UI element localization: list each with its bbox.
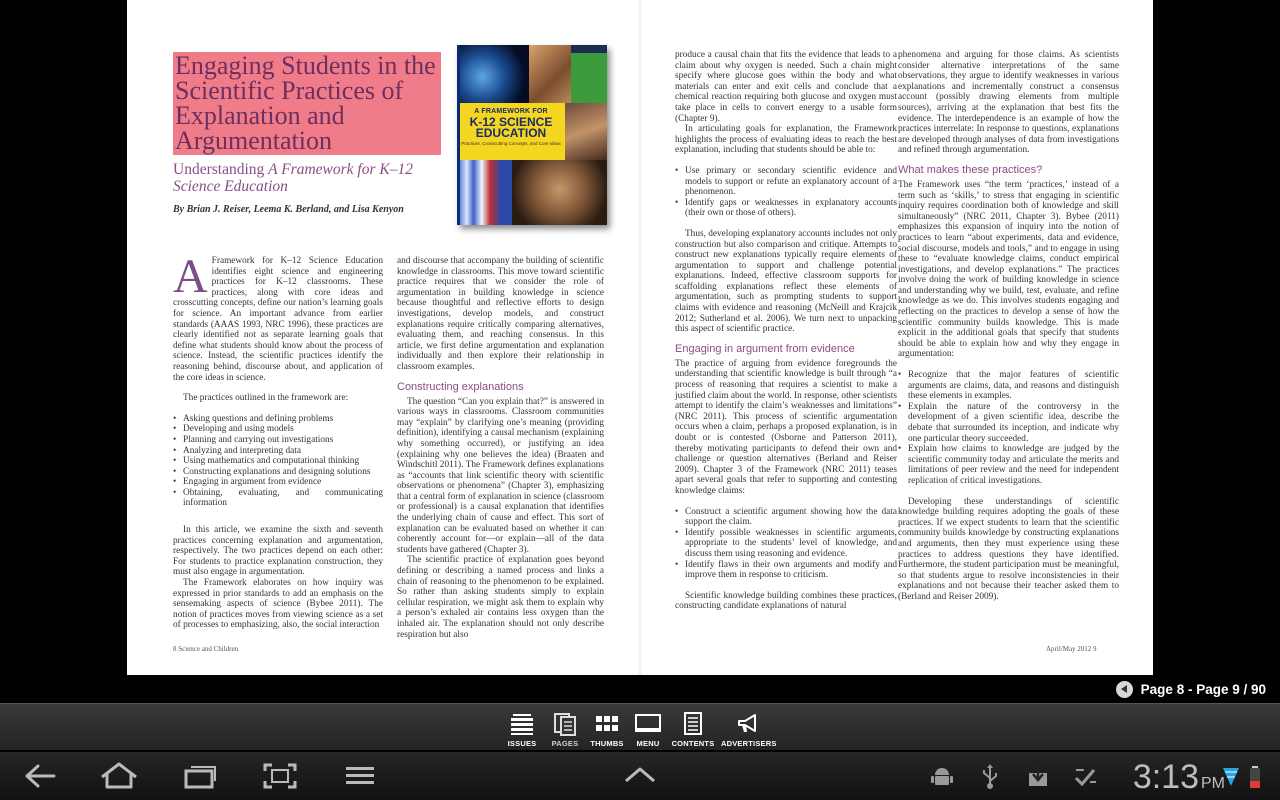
- recent-apps-button[interactable]: [182, 761, 218, 796]
- left-page: [127, 0, 640, 675]
- title-highlight: [173, 52, 441, 155]
- stack-icon: [509, 711, 535, 737]
- pages-icon: [552, 711, 578, 737]
- cover-top-text: A FRAMEWORK FOR: [474, 108, 548, 115]
- left-column-1: [173, 250, 383, 631]
- body-paragraph: produce a causal chain that fits the evidence that leads to a claim about why oxygen is needed. Such a chain might specify where glucose goes within the body and what materials can enter and exit cells and conclude that a chemical reaction requiring both glucose and oxygen must take place in cells to convert energy to a usable form (Chapter 9).: [675, 50, 897, 124]
- subtitle-lead: Understanding: [173, 161, 269, 178]
- list-item: • Asking questions and defining problems: [173, 414, 383, 425]
- battery-icon: [1249, 766, 1261, 793]
- list-item: • Explain the nature of the controversy in the development of a given scientific idea, describe the debate that surrounded its inception, and indicate why one particular theory succeeded.: [898, 402, 1119, 444]
- body-paragraph: Developing these understandings of scientific knowledge building requires adopting the goals of these practices. If we expect students to learn that the scientific community builds knowledge by constructing explanations and arguments, then they must experience using these practices to address questions they have identified. Furthermore, the student participation must be meaningful, so that students argue to resolve inconsistencies in their explanations and not because their teacher asked them to (Berland and Reiser 2009).: [898, 496, 1119, 602]
- subtitle-italic: A Framework for K–12 Science Education: [173, 161, 413, 195]
- previous-page-icon[interactable]: [1116, 681, 1133, 698]
- body-paragraph: In articulating goals for explanation, the Framework highlights the process of evaluating ideas to reach the best explanation, including that students should be able to:: [675, 124, 897, 156]
- list-item: • Obtaining, evaluating, and communicating information: [173, 488, 383, 509]
- monitor-icon: [634, 711, 662, 737]
- list-item: • Analyzing and interpreting data: [173, 446, 383, 457]
- pages-label: PAGES: [551, 739, 579, 748]
- list-item: • Engaging in argument from evidence: [173, 477, 383, 488]
- usb-icon: [980, 764, 1000, 795]
- body-paragraph: In this article, we examine the sixth and seventh practices concerning explanation and argumentation, respectively. The two practices depend on each other: For students to practice explanation construction, they must also engage in argumentation.: [173, 525, 383, 578]
- byline: By Brian J. Reiser, Leema K. Berland, and Lisa Kenyon: [173, 204, 404, 215]
- test-tubes-photo: [457, 160, 512, 225]
- body-paragraph: The practice of arguing from evidence foregrounds the understanding that scientific knowledge is built through “a process of reasoning that requires a scientist to make a justified claim about the world. In response, other scientists attempt to identify the claim’s weaknesses and limitations” (NRC 2011). This process of scientific argumentation occurs when a claim, perhaps a proposed explanation, is in doubt or is contested (Osborne and Patterson 2011), thereby motivating participants to defend their own and challenge or question alternatives (Berland and Reiser 2009). Chapter 3 of the Framework (NRC 2011) teases apart several goals that refer to supporting and contesting knowledge claims:: [675, 358, 897, 496]
- right-column-1: [675, 50, 897, 612]
- body-paragraph: phenomena and arguing for those claims. As scientists consider alternative interpretations of the same observations, they argue to identify weaknesses in various explanations and incrementally construct a consensus account (possibly drawing elements from multiple sources), arriving at the explanation that best fits the evidence. The interdependence is an example of how the practices interrelate: In response to questions, explanations are developed through analyses of data from investigations and refined through argumentation.: [898, 50, 1119, 156]
- megaphone-icon: [735, 711, 761, 737]
- drop-cap: A: [173, 250, 208, 303]
- article-title: Engaging Students in the Scientific Practices of Explanation and Argumentation: [175, 51, 436, 155]
- framework-cover-image: [457, 45, 607, 225]
- up-chevron-icon: [622, 765, 658, 785]
- menu-soft-button[interactable]: [344, 761, 376, 796]
- list-item: • Recognize that the major features of scientific arguments are claims, data, and reasons and distinguish these elements in examples.: [898, 370, 1119, 402]
- children-photo: [529, 45, 571, 103]
- practices-list: [173, 414, 383, 509]
- list-item: • Construct a scientific argument showing how the data support the claim.: [675, 507, 897, 528]
- green-tile: [571, 53, 607, 103]
- body-paragraph: The question “Can you explain that?” is answered in various ways in classrooms. Classroom communities may “explain” by clarifying one’s meaning (providing definition), identifying a causal mechanism (explaining why something occurred), or justifying an idea (explaining why one believes the idea) (Braaten and Windschitl 2011). The Framework defines explanations as “accounts that link scientific theory with scientific observations or phenomena” (Chapter 3), emphasizing that a central form of explanation in science (classroom or professional) is a causal explanation that identifies the underlying chain of cause and effect. This sort of explanation can be evaluated based on whether it can coherently account for—or explain—all of the data students have gathered (Chapter 3).: [397, 396, 604, 555]
- magazine-spread[interactable]: [127, 0, 1153, 675]
- page-folio-right: April/May 2012 9: [1046, 645, 1097, 653]
- body-paragraph: The Framework elaborates on how inquiry was expressed in prior standards to add an emphasis on the sensemaking aspects of science (Bybee 2011). The notion of practices moves from viewing science as a set of processes to emphasizing, also, the social interaction: [173, 578, 383, 631]
- list-item: • Using mathematics and computational thinking: [173, 456, 383, 467]
- article-subtitle: [173, 161, 433, 195]
- explanation-goals-list: [675, 166, 897, 219]
- intro-paragraph: Framework for K–12 Science Education identifies eight science and engineering practices for K–12 classrooms. These practices, along with core ideas and crosscutting concepts, define our nation’s learning goals for science. An important advance from earlier standards (AAAS 1993, NRC 1996), these practices are clearly identified not as separate learning goals that define what students should know about the process of science. Instead, the scientific practices identify the reasoning behind, discourse about, and application of the core ideas in science.: [173, 256, 383, 383]
- advertisers-button[interactable]: [721, 708, 775, 750]
- left-column-2: [397, 256, 604, 640]
- page-folio-left: 8 Science and Children: [173, 645, 239, 653]
- student-photo: [565, 103, 607, 160]
- screenshot-icon: [262, 761, 298, 791]
- contents-label: CONTENTS: [671, 739, 715, 748]
- page-indicator-text: Page 8 - Page 9 / 90: [1140, 682, 1266, 697]
- issues-label: ISSUES: [507, 739, 537, 748]
- hands-photo: [512, 160, 607, 225]
- wifi-icon: [1222, 766, 1240, 793]
- practice-goals-list: [898, 370, 1119, 487]
- list-item: • Explain how claims to knowledge are judged by the scientific community today and articulate the merits and limitations of peer review and the need for independent replication of critical investigations.: [898, 444, 1119, 486]
- page-indicator: [1116, 681, 1266, 698]
- home-button[interactable]: [98, 761, 140, 796]
- practices-intro: The practices outlined in the framework are:: [183, 393, 349, 404]
- body-paragraph: and discourse that accompany the building of scientific knowledge in classrooms. This move toward scientific practice requires that we consider the role of argumentation in building knowledge in science because thoughtful and reflective efforts to design investigations, develop models, and construct explanations require critically comparing alternatives, evaluating them, and reaching consensus. In this article, we first define argumentation and explanation individually and then explore their relationship in classroom examples.: [397, 256, 604, 372]
- list-item: • Identify flaws in their own arguments and modify and improve them in response to criticism.: [675, 560, 897, 581]
- list-item: • Use primary or secondary scientific evidence and models to support or refute an explanatory account of a phenomenon.: [675, 166, 897, 198]
- clock: [1133, 758, 1225, 800]
- download-icon: [1027, 764, 1049, 793]
- section-heading: What makes these practices?: [898, 163, 1043, 176]
- cover-title-box: [457, 103, 565, 160]
- android-debug-icon: [930, 764, 954, 793]
- android-system-bar: [0, 752, 1280, 800]
- cover-main-text: K-12 SCIENCE EDUCATION: [469, 115, 553, 140]
- section-heading: Engaging in argument from evidence: [675, 342, 855, 355]
- up-button[interactable]: [622, 765, 658, 790]
- body-paragraph: Scientific knowledge building combines these practices, constructing candidate explanations of natural: [675, 590, 897, 612]
- body-paragraph: Thus, developing explanatory accounts includes not only construction but also comparison and critique. Attempts to construct new explanations typically require elements of argumentation to support and challenge potential explanations. Indeed, effective classroom supports for scaffolding explanations reflect these elements of argumentation, such as prompting students to support claims with evidence and reasoning (McNeill and Krajcik 2012; Sutherland et al. 2006). We turn next to unpacking this aspect of scientific practice.: [675, 228, 897, 335]
- sync-icon: [1072, 764, 1098, 793]
- clock-ampm: PM: [1201, 775, 1225, 792]
- list-item: • Identify possible weaknesses in scientific arguments, appropriate to the students’ level of knowledge, and discuss them using reasoning and evidence.: [675, 528, 897, 560]
- body-paragraph: The scientific practice of explanation goes beyond defining or describing a named process and links a chain of reasoning to the phenomenon to be explained. So rather than asking students simply to explain cellular respiration, we might ask them to explain why a person’s exhaled air contains less oxygen than the inhaled air. The explanation should not only describe respiration but also: [397, 555, 604, 640]
- section-heading: Constructing explanations: [397, 380, 524, 393]
- menu-icon: [344, 761, 376, 791]
- list-item: • Planning and carrying out investigations: [173, 435, 383, 446]
- reader-toolbar: [0, 703, 1280, 750]
- body-paragraph: The Framework uses “the term ‘practices,’ instead of a term such as ‘skills,’ to stress that engaging in scientific inquiry requires coordination both of knowledge and skill simultaneously” (NRC 2011, Chapter 3). Bybee (2011) emphasizes this expansion of inquiry into the notion of practices to learn “about experiments, data and evidence, social discourse, models and tools,” and to engage in using these to “evaluate knowledge claims, conduct empirical investigations, and develop explanations.” The practices involve doing the work of building knowledge in science and understanding why we build, test, evaluate, and refine knowledge as we do. This involves students engaging and reflecting on the practices to develop a sense of how the scientific community builds knowledge. This is made explicit in the additional goals that specify that students should be able to explain how and why they engage in argumentation:: [898, 179, 1119, 360]
- cover-spine: [457, 45, 460, 225]
- right-page: [640, 0, 1153, 675]
- cover-sub-text: Practices, Crosscutting Concepts, and Core Ideas: [461, 141, 561, 146]
- list-item: • Developing and using models: [173, 424, 383, 435]
- recent-apps-icon: [182, 761, 218, 791]
- back-button[interactable]: [22, 761, 58, 796]
- advertisers-label: ADVERTISERS: [721, 739, 777, 748]
- clock-time: 3:13: [1132, 758, 1199, 796]
- contents-button[interactable]: [666, 708, 720, 750]
- thumbs-label: THUMBS: [590, 739, 624, 748]
- argument-goals-list: [675, 507, 897, 581]
- grid-icon: [594, 711, 620, 737]
- list-item: • Constructing explanations and designing solutions: [173, 467, 383, 478]
- earth-photo: [457, 45, 529, 103]
- menu-label: MENU: [636, 739, 660, 748]
- back-icon: [22, 761, 58, 791]
- screenshot-button[interactable]: [262, 761, 298, 796]
- list-item: • Identify gaps or weaknesses in explanatory accounts (their own or those of others).: [675, 198, 897, 219]
- home-icon: [98, 761, 140, 791]
- right-column-2: [898, 50, 1119, 603]
- contents-icon: [680, 711, 706, 737]
